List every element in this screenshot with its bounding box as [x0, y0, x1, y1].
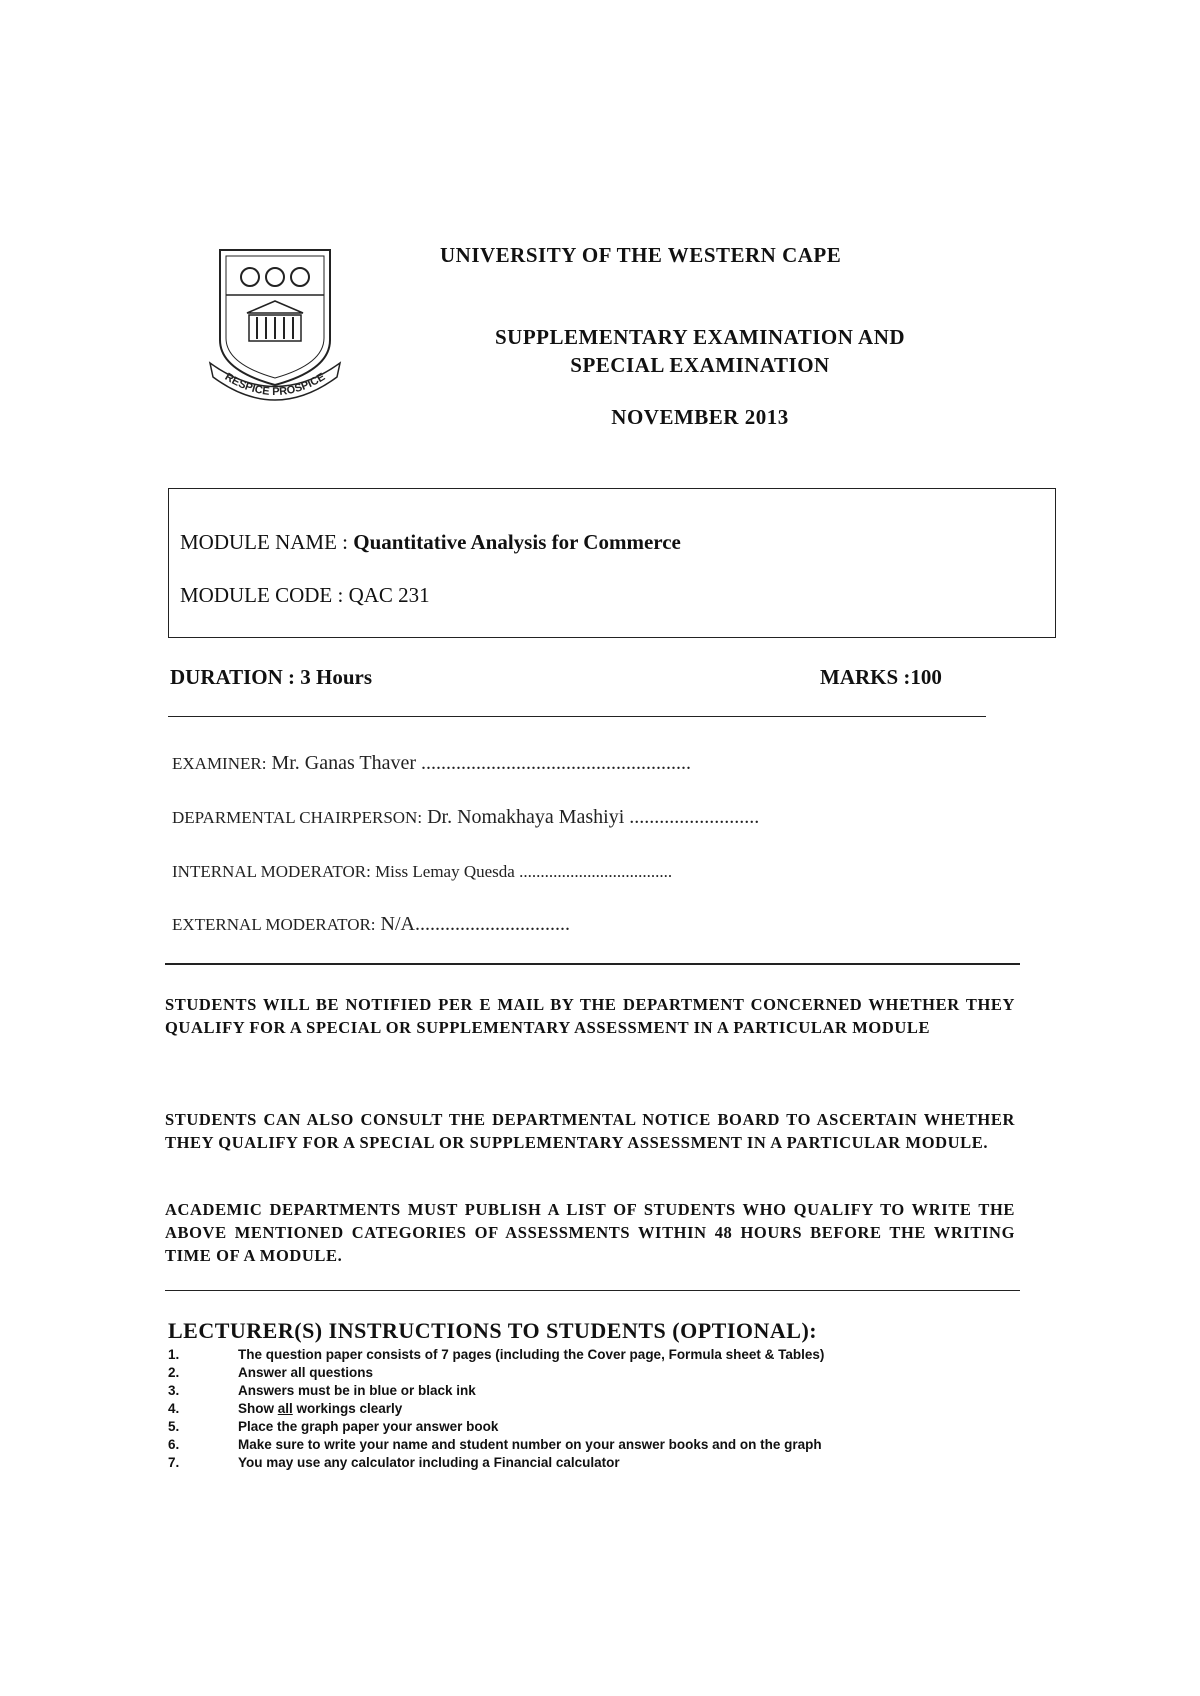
chairperson-value: Dr. Nomakhaya Mashiyi ..........................: [427, 806, 760, 828]
module-name-line: [180, 530, 681, 555]
list-item: 1. The question paper consists of 7 pages (including the Cover page, Formula sheet & Tables): [168, 1347, 825, 1362]
exam-type-line2: SPECIAL EXAMINATION: [570, 353, 830, 377]
chairperson-label: DEPARMENTAL CHAIRPERSON:: [172, 808, 423, 827]
notice-academic: ACADEMIC DEPARTMENTS MUST PUBLISH A LIST OF STUDENTS WHO QUALIFY TO WRITE THE ABOVE MENTIONED CATEGORIES OF ASSESSMENTS WITHIN 48 HOURS BEFORE THE WRITING TIME OF A MODULE.: [165, 1200, 1015, 1265]
marks: MARKS :100: [820, 665, 942, 689]
notice-email: STUDENTS WILL BE NOTIFIED PER E MAIL BY THE DEPARTMENT CONCERNED WHETHER THEY QUALIFY FOR A SPECIAL OR SUPPLEMENTARY ASSESSMENT IN A PARTICULAR MODULE: [165, 995, 1015, 1037]
module-code-value: QAC 231: [348, 583, 430, 607]
university-name: UNIVERSITY OF THE WESTERN CAPE: [440, 243, 842, 267]
list-item: 4. Show all workings clearly: [168, 1401, 403, 1416]
exam-date: NOVEMBER 2013: [611, 405, 789, 429]
chairperson-line: [172, 806, 759, 829]
instructions-title: LECTURER(S) INSTRUCTIONS TO STUDENTS (OPTIONAL):: [168, 1318, 818, 1343]
examiner-label: EXAMINER:: [172, 754, 267, 773]
duration: DURATION : 3 Hours: [170, 665, 373, 689]
external-moderator-line: [172, 913, 570, 936]
list-item: 7. You may use any calculator including a Financial calculator: [168, 1455, 620, 1470]
external-moderator-value: N/A...............................: [380, 913, 570, 935]
module-code-line: [180, 583, 430, 608]
list-item: 6. Make sure to write your name and student number on your answer books and on the graph: [168, 1437, 822, 1452]
list-item: 3. Answers must be in blue or black ink: [168, 1383, 476, 1398]
instructions-list: [168, 1346, 824, 1472]
list-item: 5. Place the graph paper your answer book: [168, 1419, 499, 1434]
module-name-value: Quantitative Analysis for Commerce: [353, 530, 681, 554]
module-code-label: MODULE CODE :: [180, 583, 344, 607]
internal-moderator-line: [172, 862, 672, 882]
module-info-box: [168, 488, 1056, 638]
divider: [165, 963, 1020, 965]
notice-board: STUDENTS CAN ALSO CONSULT THE DEPARTMENTAL NOTICE BOARD TO ASCERTAIN WHETHER THEY QUALIFY FOR A SPECIAL OR SUPPLEMENTARY ASSESSMENT IN A PARTICULAR MODULE.: [165, 1110, 1015, 1152]
examiner-line: [172, 752, 691, 775]
list-item: 2. Answer all questions: [168, 1365, 374, 1380]
divider: [165, 1290, 1020, 1291]
examiner-value: Mr. Ganas Thaver ......................................................: [271, 752, 692, 774]
external-moderator-label: EXTERNAL MODERATOR:: [172, 915, 376, 934]
crest-motto: RESPICE PROSPICE: [222, 370, 328, 399]
internal-moderator-label: INTERNAL MODERATOR:: [172, 862, 371, 881]
internal-moderator-value: Miss Lemay Quesda ....................................: [375, 862, 673, 881]
module-name-label: MODULE NAME :: [180, 530, 348, 554]
divider: [168, 716, 986, 717]
exam-type-line1: SUPPLEMENTARY EXAMINATION AND: [494, 325, 906, 349]
university-crest-icon: [205, 245, 345, 405]
